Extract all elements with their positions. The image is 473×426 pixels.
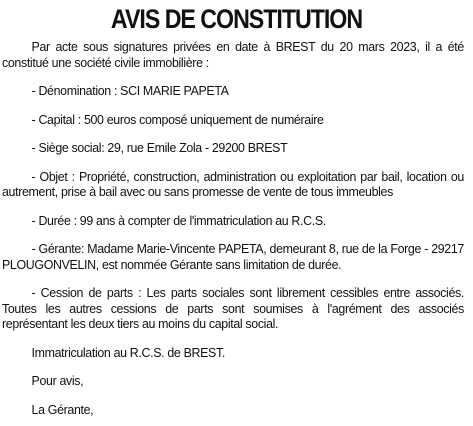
notice-title: AVIS DE CONSTITUTION (110, 4, 363, 34)
notice-capital: - Capital : 500 euros composé uniquement de numéraire (31, 112, 324, 127)
notice-duration: - Durée : 99 ans à compter de l'immatriculation au R.C.S. (31, 213, 326, 228)
notice-intro: Par acte sous signatures privées en date à BREST du 20 mars 2023, il a été constitué une société civile immobilière : (2, 40, 464, 70)
notice-registration: Immatriculation au R.C.S. de BREST. (31, 345, 225, 360)
notice-object: - Objet : Propriété, construction, administration ou exploitation par bail, location ou autrement, prise à bail avec ou sans promesse de vente de tous immeubles (2, 169, 464, 199)
notice-denomination: - Dénomination : SCI MARIE PAPETA (31, 84, 229, 98)
notice-manager: - Gérante: Madame Marie-Vincente PAPETA, demeurant 8, rue de la Forge - 29217 PLOUGONVELIN, est nommée Gérante sans limitation de durée. (2, 242, 464, 272)
notice-registered-office: - Siège social: 29, rue Emile Zola - 29200 BREST (31, 141, 288, 155)
notice-share-transfer: - Cession de parts : Les parts sociales sont librement cessibles entre associés. Toutes les autres cessions de parts sont soumises à l'agrément des associés représentant les deux tiers au moins du capital social. (2, 286, 464, 331)
notice-signature: La Gérante, (31, 402, 94, 417)
notice-pour-avis: Pour avis, (31, 374, 84, 388)
